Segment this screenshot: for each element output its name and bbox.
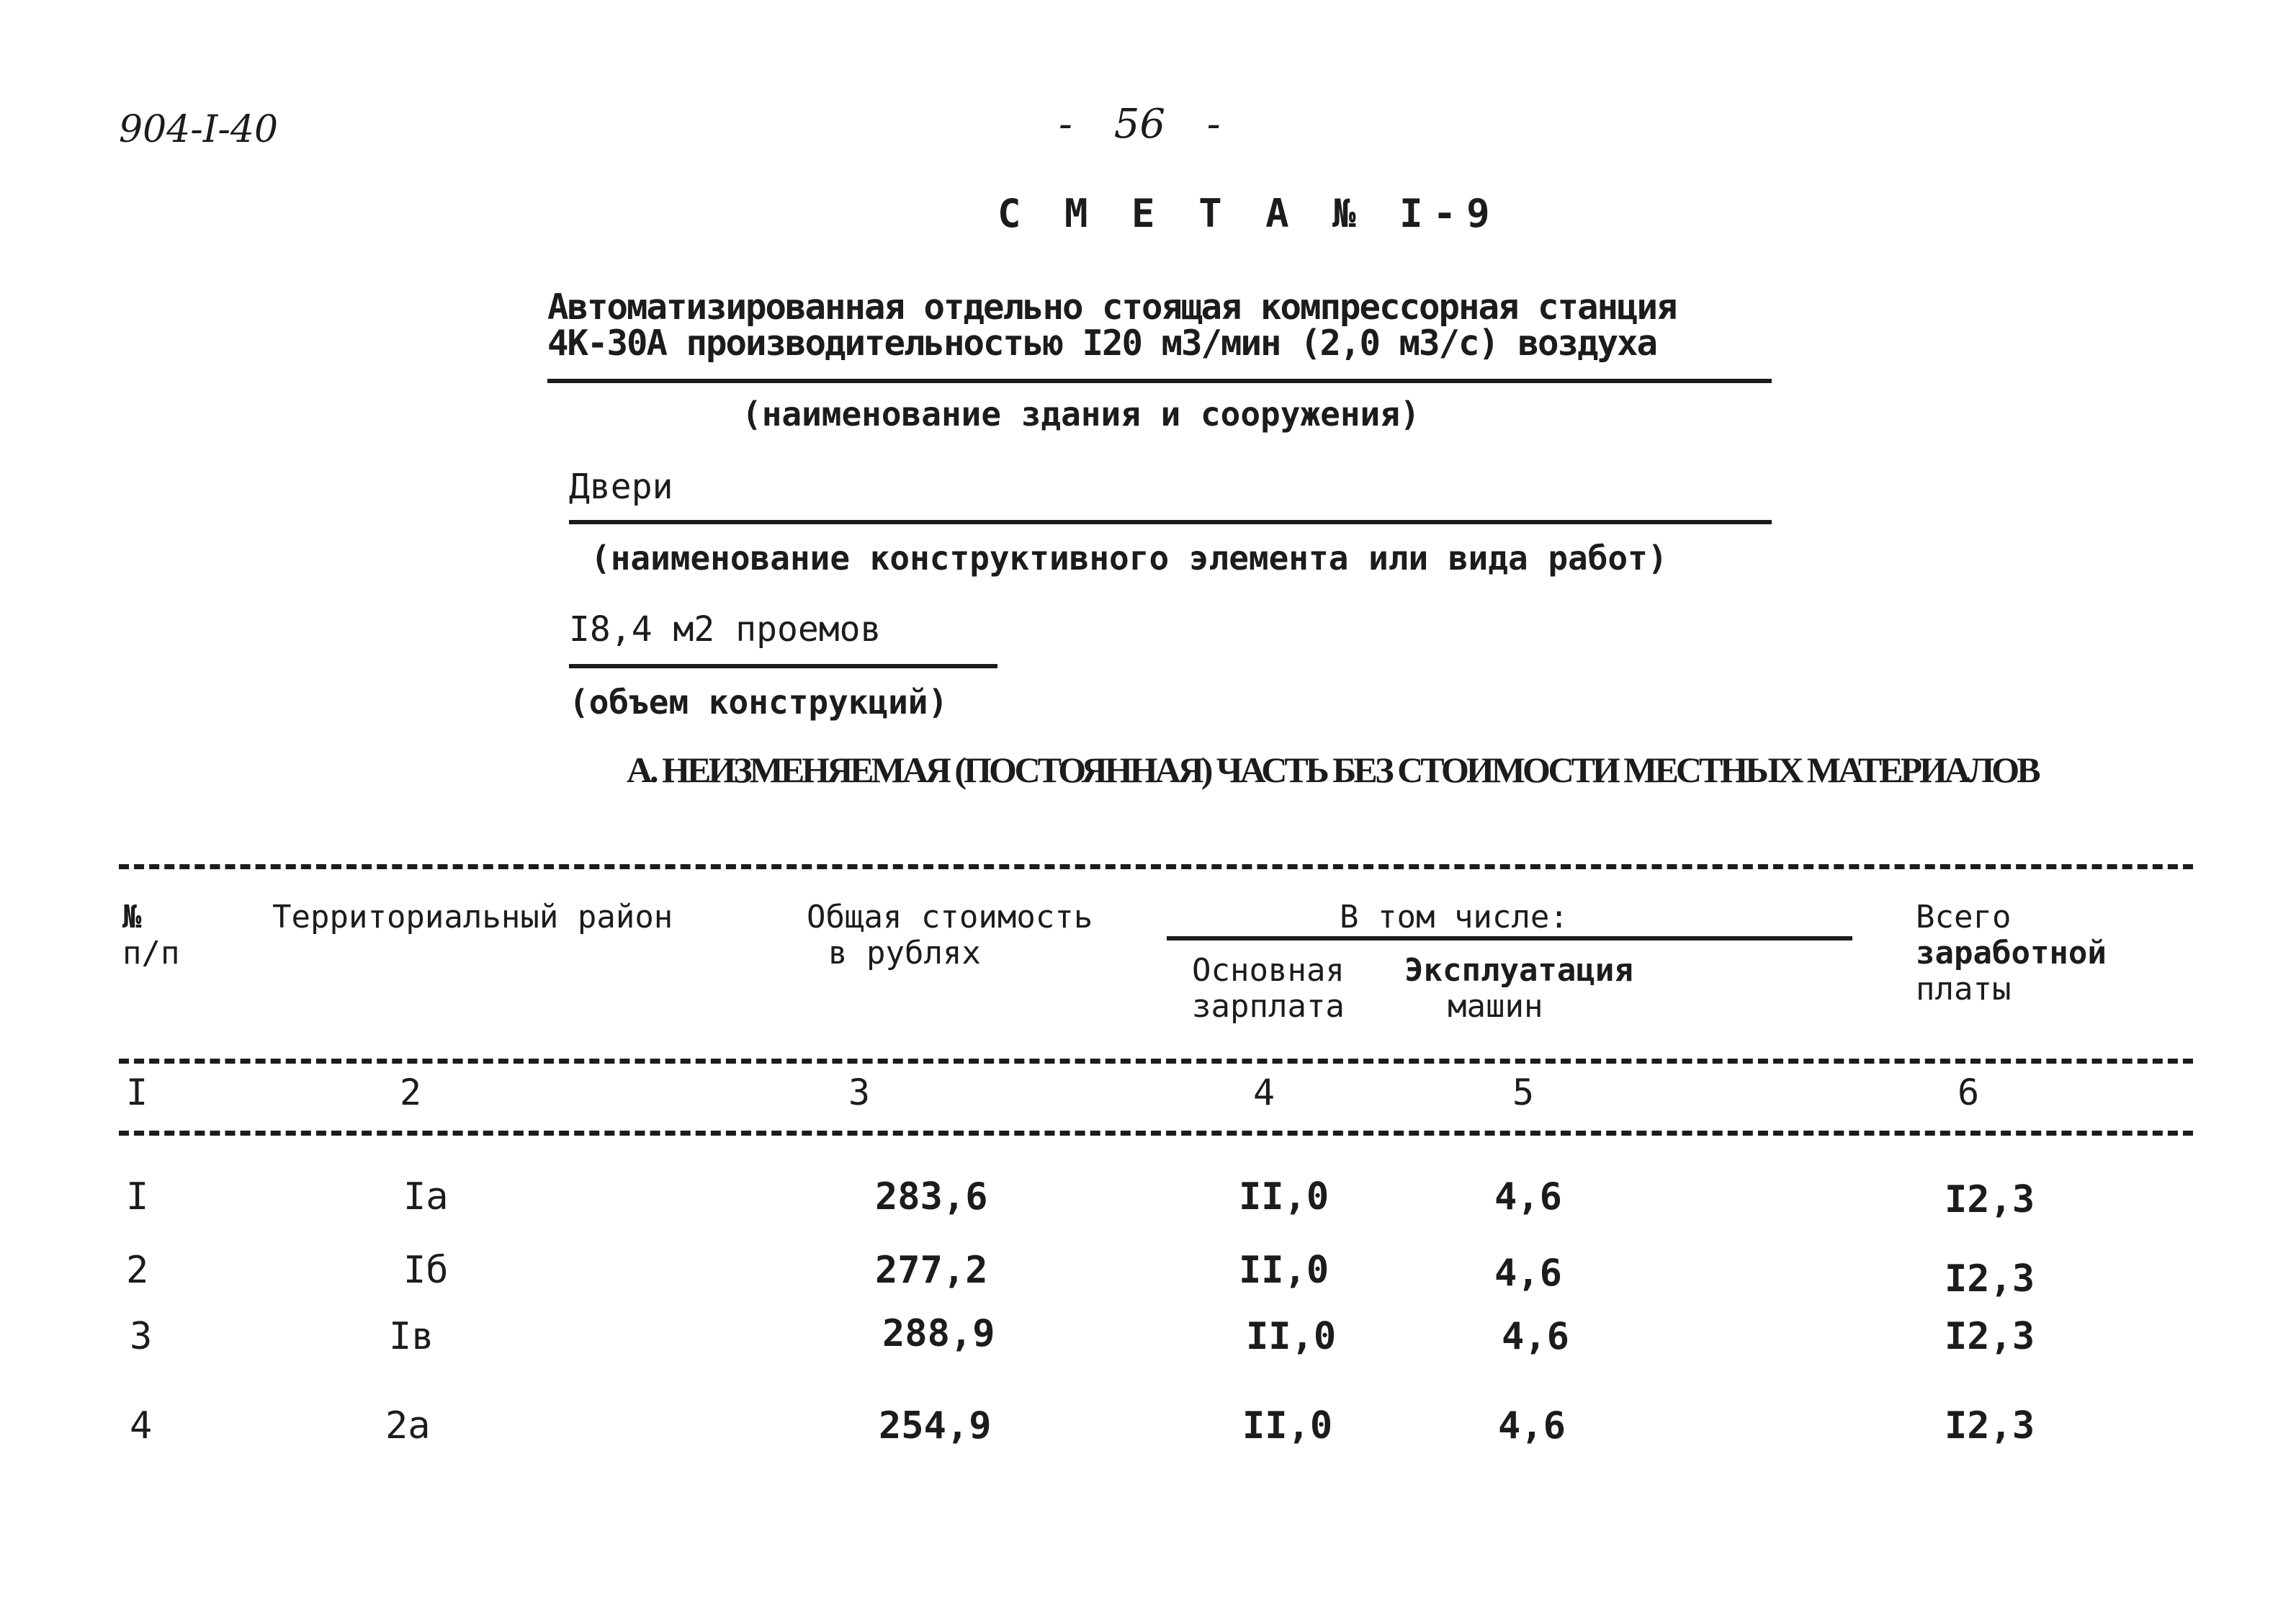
row-district: 2а xyxy=(385,1404,431,1447)
column-number-4: 4 xyxy=(1253,1072,1275,1113)
page-number: - 56 - xyxy=(1059,101,1221,148)
header-wage-line2: зарплата xyxy=(1192,988,1345,1025)
row-district: Iв xyxy=(389,1315,434,1358)
row-number: 3 xyxy=(130,1315,153,1358)
element-name: Двери xyxy=(569,467,673,507)
header-total-line2: в рублях xyxy=(828,935,981,971)
header-all-wage-line1: Всего xyxy=(1916,899,2012,935)
table-top-border xyxy=(119,864,2193,869)
row-district: Iа xyxy=(403,1175,449,1218)
header-total-line1: Общая стоимость xyxy=(807,899,1093,935)
row-wage: II,0 xyxy=(1246,1315,1337,1358)
volume-underline xyxy=(569,664,997,668)
header-machines-line2: машин xyxy=(1448,988,1543,1025)
row-machines: 4,6 xyxy=(1494,1175,1562,1218)
row-wage: II,0 xyxy=(1242,1404,1333,1447)
header-bottom-border xyxy=(119,1059,2193,1064)
column-numbers-bottom-border xyxy=(119,1131,2193,1136)
header-num-line1: № xyxy=(122,899,142,935)
row-all-wage: I2,3 xyxy=(1945,1404,2035,1447)
row-number: I xyxy=(126,1175,149,1218)
header-machines-line1: Эксплуатация xyxy=(1404,952,1633,989)
row-all-wage: I2,3 xyxy=(1945,1257,2035,1301)
row-total: 283,6 xyxy=(875,1175,988,1218)
section-title: А. НЕИЗМЕНЯЕМАЯ (ПОСТОЯННАЯ) ЧАСТЬ БЕЗ СТОИМОСТИ МЕСТНЫХ МАТЕРИАЛОВ xyxy=(627,750,2038,790)
building-name-line2: 4К-30А производительностью I20 м3/мин (2,0 м3/с) воздуха xyxy=(547,323,1657,364)
building-name-line1: Автоматизированная отдельно стоящая компрессорная станция xyxy=(547,287,1677,328)
column-number-5: 5 xyxy=(1512,1072,1535,1113)
header-wage-line1: Основная xyxy=(1192,952,1345,989)
header-all-wage-line2: заработной xyxy=(1916,935,2107,971)
element-underline xyxy=(569,520,1772,524)
estimate-title: С М Е Т А № I-9 xyxy=(997,191,1500,236)
header-num-line2: п/п xyxy=(122,935,180,971)
header-all-wage-line3: платы xyxy=(1916,971,2012,1007)
column-number-1: I xyxy=(126,1072,148,1113)
row-number: 4 xyxy=(130,1404,153,1447)
volume-value: I8,4 м2 проемов xyxy=(569,609,882,650)
row-total: 254,9 xyxy=(879,1404,992,1447)
header-district: Территориальный район xyxy=(272,899,673,935)
row-machines: 4,6 xyxy=(1494,1252,1562,1295)
column-number-6: 6 xyxy=(1958,1072,1980,1113)
row-number: 2 xyxy=(126,1249,149,1292)
row-machines: 4,6 xyxy=(1498,1404,1566,1447)
row-all-wage: I2,3 xyxy=(1945,1178,2035,1221)
building-caption: (наименование здания и сооружения) xyxy=(742,395,1420,434)
document-number: 904-I-40 xyxy=(119,108,279,151)
row-district: Iб xyxy=(403,1249,449,1292)
row-wage: II,0 xyxy=(1239,1249,1329,1292)
row-total: 277,2 xyxy=(875,1249,988,1292)
column-number-3: 3 xyxy=(848,1072,871,1113)
header-including: В том числе: xyxy=(1340,899,1569,935)
row-all-wage: I2,3 xyxy=(1945,1315,2035,1358)
volume-caption: (объем конструкций) xyxy=(569,683,949,722)
row-total: 288,9 xyxy=(882,1312,995,1355)
element-caption: (наименование конструктивного элемента или вида работ) xyxy=(591,539,1668,578)
row-machines: 4,6 xyxy=(1502,1315,1569,1358)
row-wage: II,0 xyxy=(1239,1175,1329,1218)
header-including-rule xyxy=(1167,936,1852,941)
column-number-2: 2 xyxy=(400,1072,422,1113)
building-underline xyxy=(547,379,1772,383)
